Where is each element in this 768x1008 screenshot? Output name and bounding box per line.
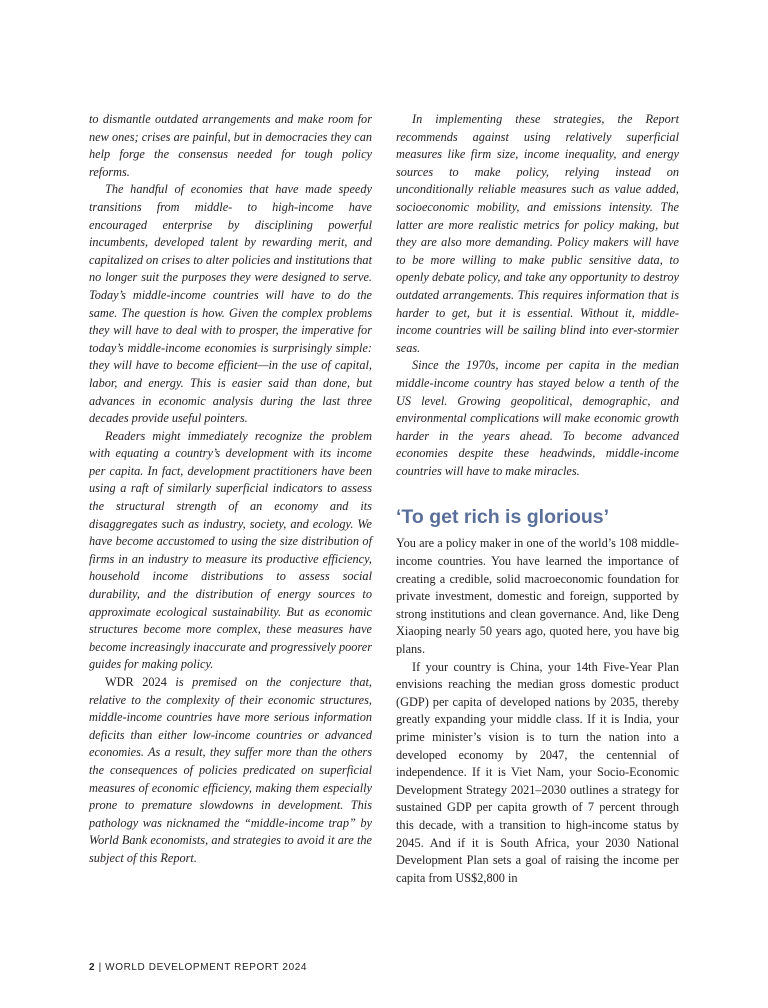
body-paragraph: Since the 1970s, income per capita in the median middle-income country has stayed below a tenth of the US level. Growing geopolitical, demographic, and environmental complications will make economic growth harder in the years ahead. To become advanced economies despite these headwinds, middle-income countries will have to make miracles. xyxy=(396,358,679,478)
roman-paragraph-group xyxy=(396,535,679,887)
body-paragraph: You are a policy maker in one of the world’s 108 middle-income countries. You have learned the importance of creating a credible, solid macroeconomic foundation for private investment, domestic and foreign, supported by strong institutions and clean governance. And, like Deng Xiaoping nearly 50 years ago, quoted here, you have big plans. xyxy=(396,536,679,657)
footer-separator: | xyxy=(98,962,102,973)
left-column xyxy=(89,111,372,868)
body-paragraph: In implementing these strategies, the Report recommends against using relatively superficial measures like firm size, income inequality, and energy sources to make policy, relying instead on unconditionally reliable measures such as value added, socioeconomic mobility, and emissions intensity. The latter are more realistic metrics for policy making, but they are also more demanding. Policy makers will have to be more willing to make public sensitive data, to openly debate policy, and take any opportunity to destroy outdated arrangements. This requires information that is harder to get, but it is essential. Without it, middle-income countries will be sailing blind into ever-stormier seas. xyxy=(396,112,679,355)
section-heading: ‘To get rich is glorious’ xyxy=(396,506,610,529)
body-paragraph: The handful of economies that have made speedy transitions from middle- to high-income have encouraged enterprise by disciplining powerful incumbents, developed talent by rewarding merit, and capitalized on crises to alter policies and institutions that no longer suit the purposes they were designed to serve. Today’s middle-income countries will have to do the same. The question is how. Given the complex problems they will have to deal with to prosper, the imperative for today’s middle-income economies is surprisingly simple: they will have to become efficient—in the use of capital, labor, and energy. This is easier said than done, but advances in economic analysis during the last three decades provide useful pointers. xyxy=(89,182,372,426)
page-number: 2 xyxy=(89,962,96,973)
body-paragraph: If your country is China, your 14th Five-Year Plan envisions reaching the median gross domestic product (GDP) per capita of developed nations by 2035, thereby greatly expanding your middle class. If it is India, your prime minister’s vision is to turn the nation into a developed economy by 2047, the centennial of independence. If it is Viet Nam, your Socio-Economic Development Strategy 2021–2030 outlines a strategy for sustained GDP per capita growth of 7 percent through this decade, with a transition to high-income status by 2045. And if it is South Africa, your 2030 National Development Plan sets a goal of raising the income per capita from US$2,800 in xyxy=(396,659,679,885)
italic-paragraph-group xyxy=(396,111,679,480)
page-footer xyxy=(89,962,307,973)
body-paragraph: to dismantle outdated arrangements and make room for new ones; crises are painful, but in democracies they can help forge the consensus needed for tough policy reforms. xyxy=(89,112,372,179)
body-paragraph xyxy=(89,674,372,868)
running-title: WORLD DEVELOPMENT REPORT 2024 xyxy=(105,962,308,973)
paragraph-text: is premised on the conjecture that, relative to the complexity of their economic structures, middle-income countries have more serious information deficits than either low-income countries or advanced economies. As a result, they suffer more than the others the consequences of policies predicated on superficial measures of economic efficiency, making them especially prone to premature slowdowns in development. This pathology was nicknamed the “middle-income trap” by World Bank economists, and strategies to avoid it are the subject of this Report. xyxy=(89,675,372,865)
report-label: WDR 2024 xyxy=(105,675,167,689)
right-column xyxy=(396,111,679,887)
body-paragraph: Readers might immediately recognize the problem with equating a country’s development with its income per capita. In fact, development practitioners have been using a raft of similarly superficial indicators to assess the structural strength of an economy and its disaggregates such as industry, society, and ecology. We have become accustomed to using the size distribution of firms in an industry to measure its productive efficiency, household income distributions to assess social durability, and the distribution of energy sources to approximate ecological sustainability. But as economic structures become more complex, these measures have become increasingly inaccurate and progressively poorer guides for making policy. xyxy=(89,428,372,672)
